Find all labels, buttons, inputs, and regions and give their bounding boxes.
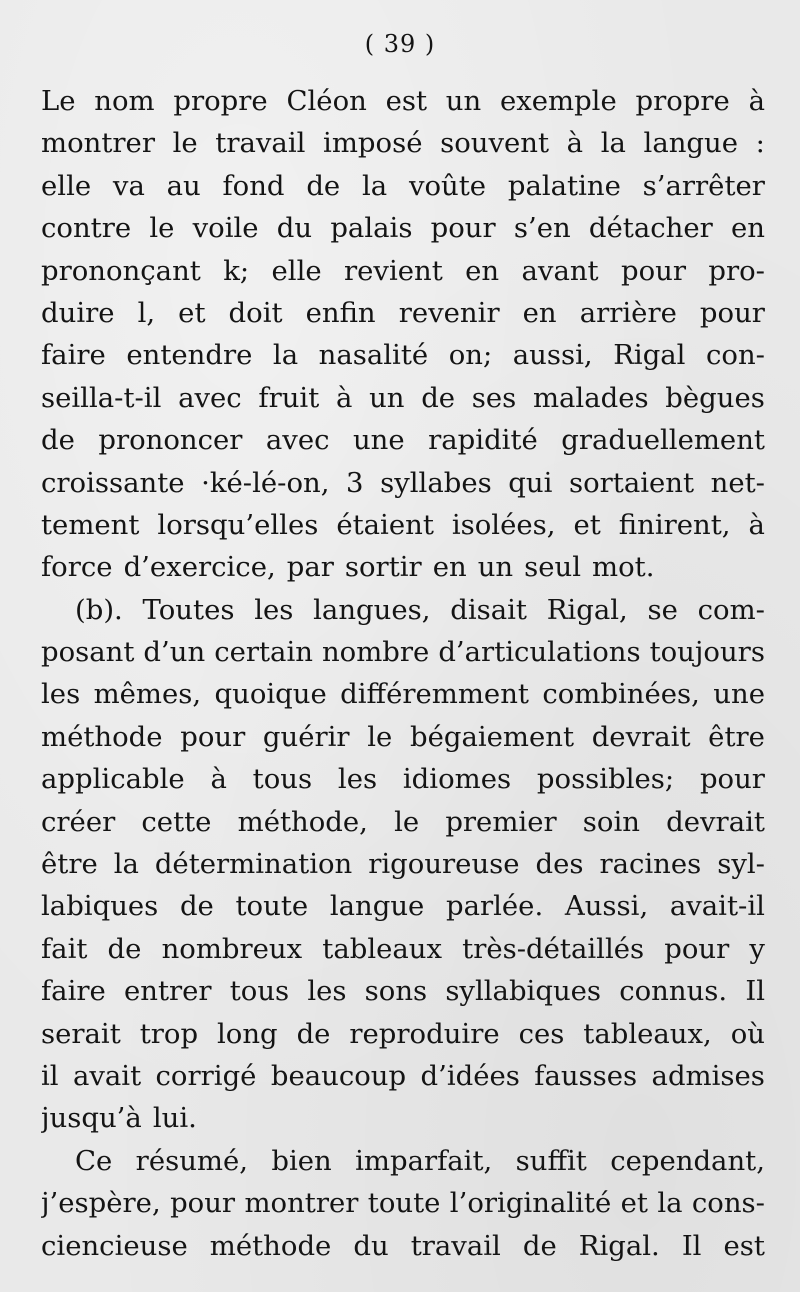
text-line: prononçant k; elle revient en avant pour pro- [41, 254, 765, 287]
text-line: elle va au fond de la voûte palatine s’arrêter [41, 169, 765, 202]
text-line: de prononcer avec une rapidité graduellement [41, 424, 765, 457]
text-line: méthode pour guérir le bégaiement devrait être [41, 720, 765, 753]
text-line: jusqu’à lui. [41, 1102, 197, 1135]
body-text [41, 80, 765, 1267]
text-line: serait trop long de reproduire ces tableaux, où [41, 1017, 765, 1050]
text-line: ciencieuse méthode du travail de Rigal. Il est [41, 1229, 765, 1262]
text-line: croissante ·ké-lé-on, 3 syllabes qui sortaient net- [41, 466, 765, 499]
text-line: montrer le travail imposé souvent à la langue : [41, 127, 765, 160]
text-line: applicable à tous les idiomes possibles; pour [41, 763, 765, 796]
text-line: Ce résumé, bien imparfait, suffit cependant, [75, 1144, 765, 1177]
text-line: duire l, et doit enfin revenir en arrière pour [41, 296, 765, 329]
text-line: seilla-t-il avec fruit à un de ses malades bègues [41, 381, 765, 414]
text-line: faire entendre la nasalité on; aussi, Rigal con- [41, 339, 765, 372]
text-line: fait de nombreux tableaux très-détaillés pour y [41, 932, 765, 965]
text-line: j’espère, pour montrer toute l’originalité et la cons- [41, 1187, 765, 1220]
text-line: force d’exercice, par sortir en un seul mot. [41, 551, 655, 584]
page-number: ( 39 ) [364, 30, 436, 58]
text-line: posant d’un certain nombre d’articulations toujours [41, 636, 765, 669]
text-line: Le nom propre Cléon est un exemple propre à [41, 85, 765, 117]
text-line: créer cette méthode, le premier soin devrait [41, 805, 765, 838]
text-line: il avait corrigé beaucoup d’idées fausses admises [41, 1059, 765, 1092]
text-line: contre le voile du palais pour s’en détacher en [41, 212, 765, 245]
text-line: tement lorsqu’elles étaient isolées, et finirent, à [41, 508, 765, 541]
text-line: être la détermination rigoureuse des racines syl- [41, 848, 765, 881]
text-line: les mêmes, quoique différemment combinées, une [41, 678, 765, 711]
text-line: (b). Toutes les langues, disait Rigal, se com- [75, 593, 765, 626]
text-line: faire entrer tous les sons syllabiques connus. Il [41, 975, 765, 1008]
text-line: labiques de toute langue parlée. Aussi, avait-il [41, 890, 765, 923]
